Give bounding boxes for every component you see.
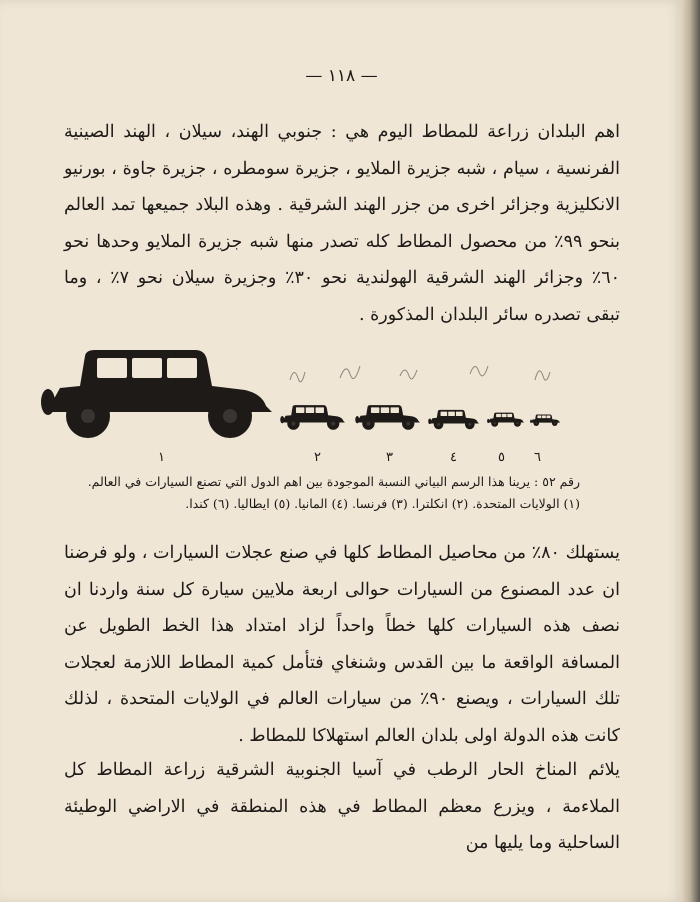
figure-caption — [40, 471, 580, 515]
figure-label-6: ٦ — [534, 450, 541, 465]
car-4-germany — [428, 410, 479, 429]
car-6-canada — [530, 415, 560, 426]
figure-label-1: ١ — [158, 450, 165, 465]
car-5-italy — [487, 413, 524, 427]
book-binding-edge — [683, 0, 700, 902]
figure-label-3: ٣ — [386, 450, 393, 465]
figure-label-5: ٥ — [498, 450, 505, 465]
pencil-annotations — [280, 340, 580, 410]
paragraph-rubber-consumption-cars: يستهلك ٨٠٪ من محاصيل المطاط كلها في صنع عجلات السيارات ، ولو فرضنا ان عدد المصنوع من السيارات حوالى اربعة ملايين سيارة كل سنة واردنا ان نصف هذه السيارات كلها خطاً واحداً لزاد امتداد هذا الخط الطويل عن المسافة الواقعة ما بين القدس وشنغاي فتأمل كمية المطاط اللازمة لعجلات تلك السيارات ، ويصنع ٩٠٪ من سيارات العالم في الولايات المتحدة ، لذلك كانت هذه الدولة اولى بلدان العالم استهلاكا للمطاط . — [64, 543, 620, 746]
caption-line-title: رقم ٥٢ : يرينا هذا الرسم البياني النسبة الموجودة بين اهم الدول التي تصنع السيارات في العالم. — [87, 474, 580, 489]
paragraph-rubber-producing-countries: اهم البلدان زراعة للمطاط اليوم هي : جنوبي الهند، سيلان ، الهند الصينية الفرنسية ، سيام ، شبه جزيرة الملايو ، جزيرة سومطره ، جزيرة جاوة ، بورنيو الانكليزية وجزائر اخرى من جزر الهند الشرقية . وهذه البلاد جميعها تمد العالم بنحو ٩٩٪ من محصول المطاط كله تصدر منها شبه جزيرة الملايو وحدها نحو ٦٠٪ وجزائر الهند الشرقية الهولندية نحو ٣٠٪ وجزيرة سيلان نحو ٧٪ ، وما تبقى تصدره سائر البلدان المذكورة . — [64, 122, 620, 325]
figure-label-4: ٤ — [450, 450, 457, 465]
caption-line-legend: (١) الولايات المتحدة. (٢) انكلترا. (٣) فرنسا. (٤) المانيا. (٥) ايطاليا. (٦) كندا. — [185, 496, 580, 511]
paragraph-climate-rubber-cultivation: يلائم المناخ الحار الرطب في آسيا الجنوبية الشرقية زراعة المطاط كل الملاءمة ، ويزرع معظم المطاط في هذه المنطقة في الاراضي الوطيئة الساحلية وما يليها من — [64, 760, 620, 853]
figure-label-2: ٢ — [314, 450, 321, 465]
page-number: — ١١٨ — — [305, 66, 378, 86]
car-1-usa — [41, 350, 272, 438]
